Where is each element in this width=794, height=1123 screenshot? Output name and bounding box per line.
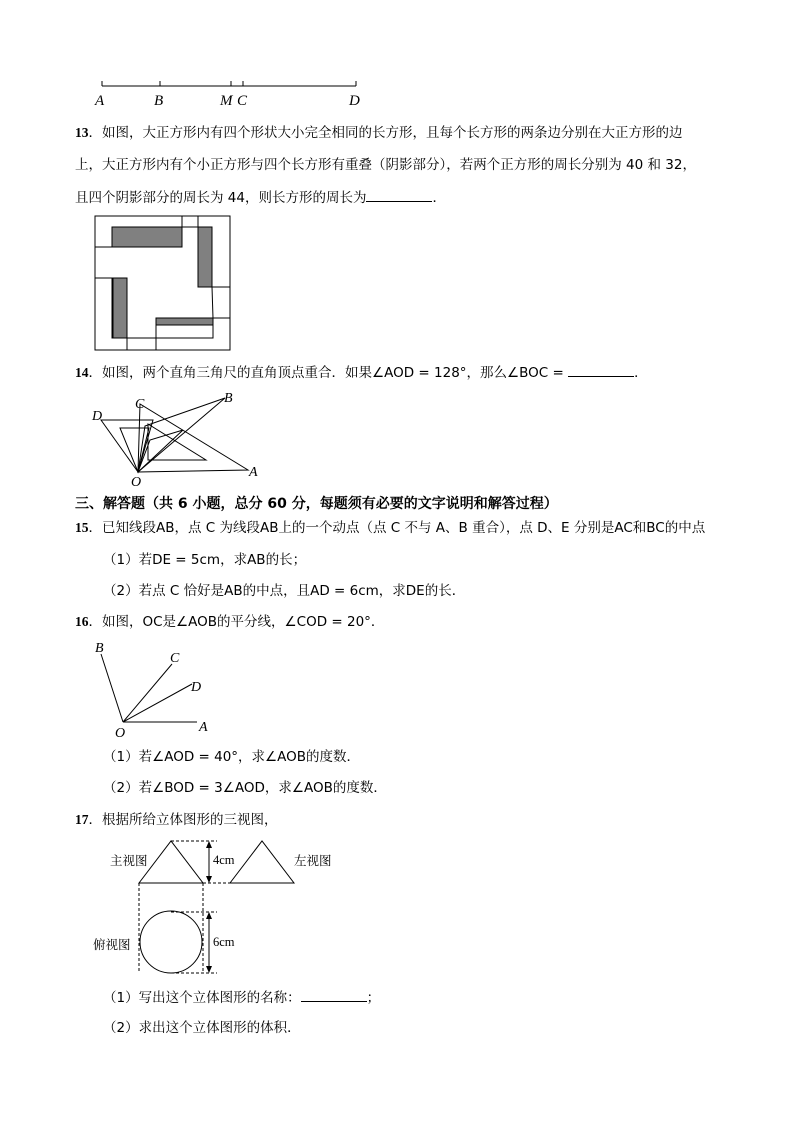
front-view-label: 主视图 — [110, 853, 148, 868]
q16-line — [75, 612, 384, 632]
shaded-bottom — [156, 318, 213, 325]
q16-part-2: （2）若∠BOD = 3∠AOD，求∠AOB的度数． — [103, 780, 387, 796]
q16-label-b: B — [95, 641, 104, 656]
q17-text: ．根据所给立体图形的三视图， — [88, 812, 278, 828]
ray-oc — [123, 664, 172, 722]
q15-line — [75, 518, 705, 538]
q13-number: 13 — [75, 125, 89, 140]
q15-text: ．已知线段AB，点 C 为线段AB上的一个动点（点 C 不与 A、B 重合），点 D、E 分别是AC和BC的中点 — [88, 520, 706, 536]
q16-label-a: A — [199, 720, 208, 735]
q17-part-1 — [103, 987, 380, 1008]
q14-line — [75, 362, 648, 383]
q15-number: 15 — [75, 520, 89, 535]
q17-part-2: （2）求出这个立体图形的体积． — [103, 1020, 301, 1036]
q16-label-o: O — [115, 726, 126, 738]
q13-text-3: 且四个阴影部分的周长为 44，则长方形的周长为 — [75, 190, 367, 206]
q14-label-b: B — [224, 391, 233, 406]
top-view-label: 俯视图 — [93, 937, 131, 952]
q17-line — [75, 810, 278, 830]
q17-semicolon: ； — [366, 990, 381, 1006]
label-a: A — [95, 93, 105, 109]
left-view-label: 左视图 — [294, 853, 332, 868]
ray-od — [123, 684, 192, 722]
q14-label-d: D — [92, 409, 103, 424]
segment-figure — [90, 78, 370, 110]
label-d: D — [349, 93, 360, 109]
label-b: B — [154, 93, 164, 109]
q13-line2: 上，大正方形内有个小正方形与四个长方形有重叠（阴影部分），若两个正方形的周长分别为 40 和 32， — [75, 157, 696, 173]
q13-line3 — [75, 187, 446, 208]
q16-number: 16 — [75, 614, 89, 629]
label-m: M — [220, 93, 233, 109]
diameter-label: 6cm — [213, 935, 235, 949]
q14-label-a: A — [249, 465, 258, 480]
q14-answer-blank[interactable] — [568, 362, 634, 377]
q13-answer-blank[interactable] — [366, 187, 432, 202]
q16-text: ．如图，OC是∠AOB的平分线，∠COD = 20°． — [88, 614, 385, 630]
q16-label-c: C — [170, 651, 180, 666]
q14-label-o: O — [131, 475, 142, 488]
q17-part-1-text: （1）写出这个立体图形的名称： — [103, 990, 301, 1006]
q17-number: 17 — [75, 812, 89, 827]
squares-figure — [94, 215, 232, 353]
front-view-triangle — [139, 841, 203, 883]
shaded-left — [113, 278, 127, 338]
set-squares-figure — [88, 390, 268, 488]
shaded-top — [112, 227, 182, 247]
q14-label-c: C — [135, 397, 145, 412]
q14-number: 14 — [75, 365, 89, 380]
q16-part-1: （1）若∠AOD = 40°，求∠AOB的度数． — [103, 749, 361, 765]
section-3-title: 三、解答题（共 6 小题，总分 60 分，每题须有必要的文字说明和解答过程） — [75, 496, 558, 512]
shaded-right — [198, 227, 212, 287]
q15-part-2: （2）若点 C 恰好是AB的中点，且AD = 6cm，求DE的长． — [103, 583, 466, 599]
top-view-circle — [140, 911, 202, 973]
height-label: 4cm — [213, 853, 235, 867]
q13-text-1: ．如图，大正方形内有四个形状大小完全相同的长方形，且每个长方形的两条边分别在大正方形的边 — [88, 125, 683, 141]
q15-part-1: （1）若DE = 5cm，求AB的长； — [103, 552, 307, 568]
label-c: C — [237, 93, 248, 109]
ray-ob — [101, 654, 123, 722]
q17-answer-blank[interactable] — [301, 987, 367, 1002]
q13-line1 — [75, 123, 683, 143]
q14-period: ． — [634, 365, 648, 381]
q13-period: ． — [432, 190, 446, 206]
left-view-triangle — [230, 841, 294, 883]
q14-text: ．如图，两个直角三角尺的直角顶点重合．如果∠AOD = 128°，那么∠BOC = — [88, 365, 564, 381]
q16-label-d: D — [191, 680, 202, 695]
angle-figure — [88, 638, 218, 738]
